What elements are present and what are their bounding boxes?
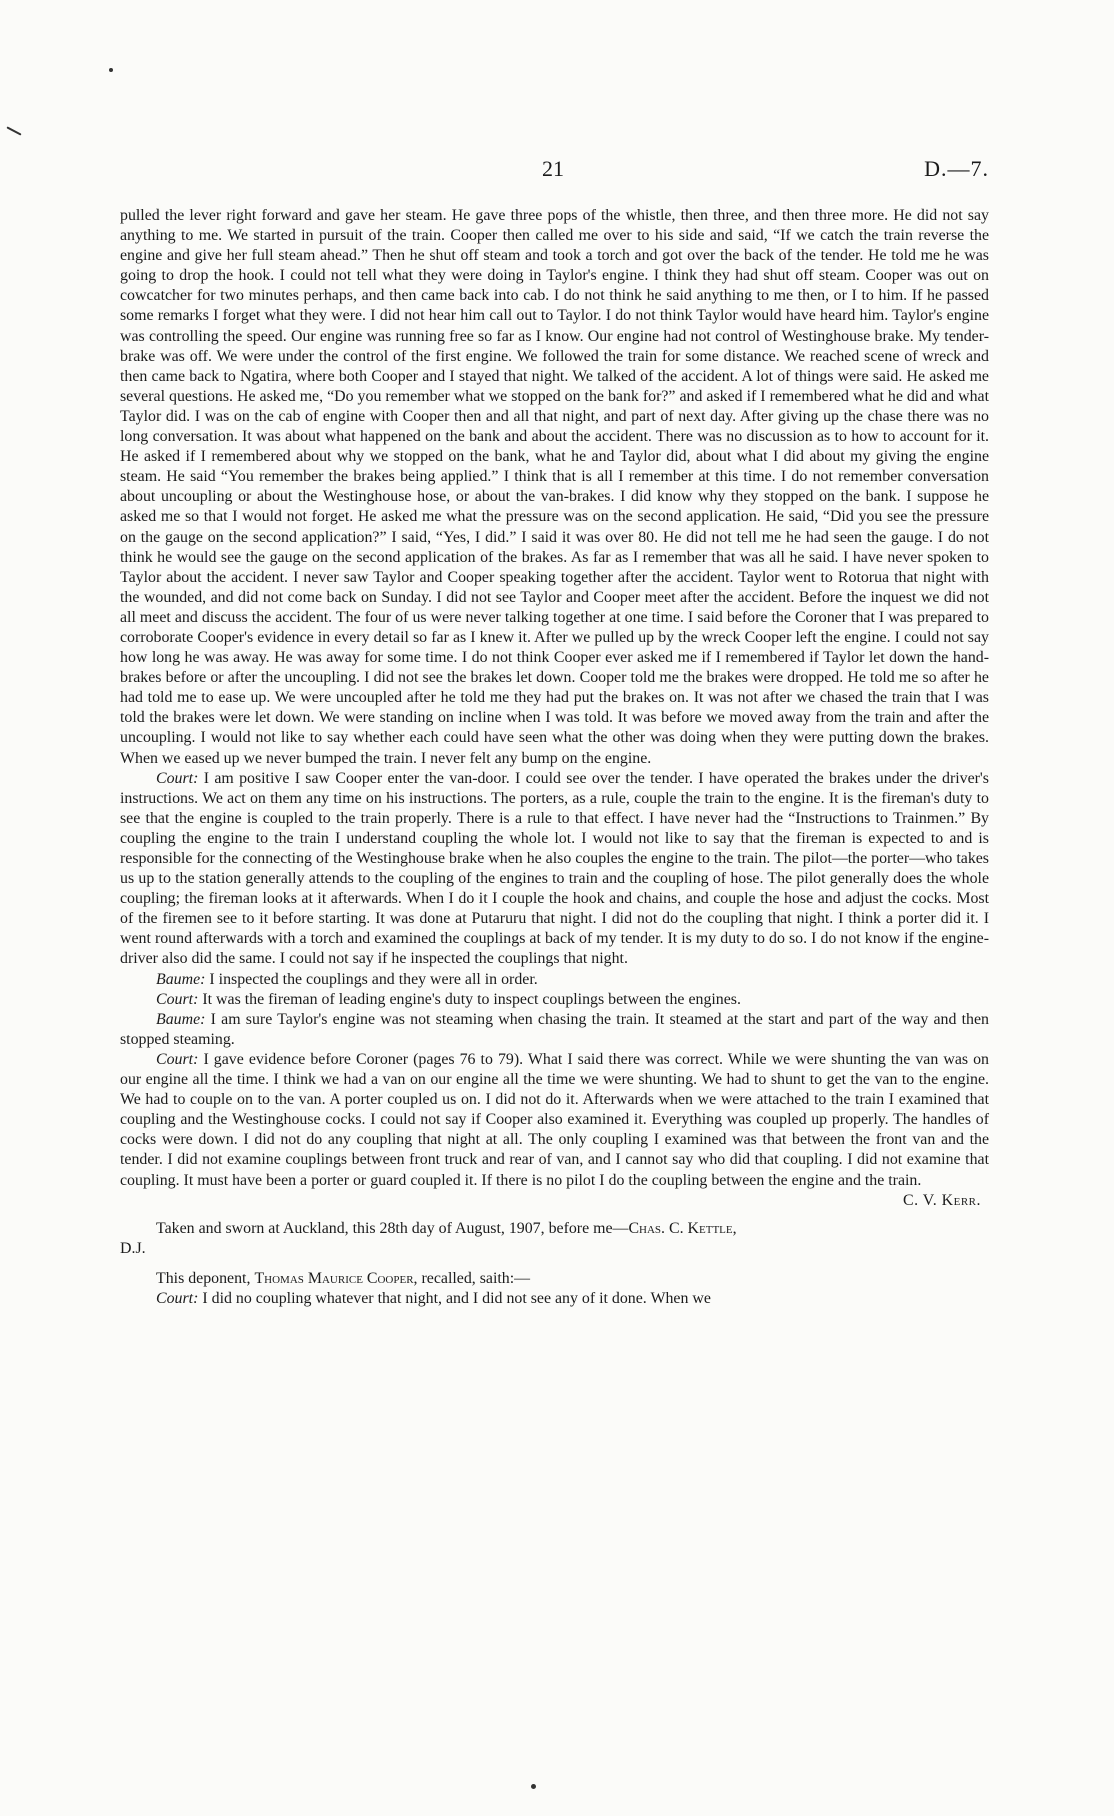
- paragraph: [120, 970, 989, 990]
- deponent-text-end: recalled, saith:—: [421, 1269, 531, 1287]
- scan-speck: [109, 68, 113, 72]
- speaker-label: Court:: [156, 1289, 199, 1307]
- justice-name: Chas. C. Kettle,: [628, 1219, 737, 1237]
- paragraph: pulled the lever right forward and gave her steam. He gave three pops of the whistle, then three, and then three more. He did not say anything to me. We started in pursuit of the train. Cooper then called me over to his side and said, “If we catch the train reverse the engine and give her full steam ahead.” Then he shut off steam and took a torch and got over the back of the tender. He told me he was going to drop the hook. I could not tell what they were doing in Taylor's engine. I think they had shut off steam. Cooper was out on cowcatcher for two minutes perhaps, and then came back into cab. I do not think he said anything to me then, or I to him. If he passed some remarks I forget what they were. I did not hear him call out to Taylor. I do not think Taylor would have heard him. Taylor's engine was controlling the speed. Our engine was running free so far as I know. Our engine had not control of Westinghouse brake. My tender-brake was off. We were under the control of the first engine. We followed the train for some distance. We reached scene of wreck and then came back to Ngatira, where both Cooper and I stayed that night. We talked of the accident. A lot of things were said. He asked me several questions. He asked me, “Do you remember what we stopped on the bank for?” and asked if I remembered what he did and what Taylor did. I was on the cab of engine with Cooper then and all that night, and part of next day. After giving up the chase there was no long conversation. It was about what happened on the bank and about the accident. There was no discussion as to how to account for it. He asked if I remembered about why we stopped on the bank, what he and Taylor did, about what I did about my giving the engine steam. He said “You remember the brakes being applied.” I think that is all I remember at this time. I do not remember conversation about uncoupling or about the Westinghouse hose, or about the van-brakes. I did know why they stopped on the bank. I suppose he asked me so that I would not forget. He asked me what the pressure was on the second application. He said, “Did you see the pressure on the gauge on the second application?” I said, “Yes, I did.” I said it was over 80. He did not tell me he had seen the gauge. I do not think he would see the gauge on the second application of the brakes. As far as I remember that was all he said. I have never spoken to Taylor about the accident. I never saw Taylor and Cooper speaking together after the accident. Taylor went to Rotorua that night with the wounded, and did not come back on Sunday. I did not see Taylor and Cooper meet after the accident. Before the inquest we did not all meet and discuss the accident. The four of us were never talking together at one time. I said before the Coroner that I was prepared to corroborate Cooper's evidence in every detail so far as I knew it. After we pulled up by the wreck Cooper left the engine. I could not say how long he was away. He was away for some time. I do not think Cooper ever asked me if I remembered if Taylor let down the hand-brakes before or after the uncoupling. I did not see the brakes let down. Cooper told me the brakes were dropped. He told me so after he had told me to ease up. We were uncoupled after he told me they had put the brakes on. It was not after we chased the train that I was told the brakes were let down. We were standing on incline when I was told. It was before we moved away from the train and after the uncoupling. I would not like to say whether each could have seen what the other was doing when they were putting down the brakes. When we eased up we never bumped the train. I never felt any bump on the engine.: [120, 207, 989, 767]
- scan-mark: [6, 126, 21, 135]
- paragraph: [120, 990, 989, 1010]
- sworn-statement: [120, 1219, 989, 1259]
- speaker-label: Court:: [156, 1050, 199, 1068]
- paragraph: [120, 1050, 989, 1191]
- page-number: 21: [542, 156, 564, 181]
- deponent-text: This deponent,: [156, 1269, 251, 1287]
- signature: C. V. Kerr.: [903, 1191, 981, 1209]
- paragraph: [120, 1289, 989, 1309]
- paragraph-text: I am positive I saw Cooper enter the van-door. I could see over the tender. I have operated the brakes under the driver's instructions. We act on them any time on his instructions. The porters, as a rule, couple the train to the engine. It is the fireman's duty to see that the engine is coupled to the train properly. There is a rule to that effect. I have never had the “Instructions to Trainmen.” By coupling the engine to the train I understand coupling the whole lot. I would not like to say that the fireman is expected to and is responsible for the connecting of the Westinghouse brake when he also couples the engine to the train. The pilot—the porter—who takes us up to the station generally attends to the coupling of the engines to train and the coupling of hose. The pilot generally does the whole coupling; the fireman looks at it afterwards. When I do it I couple the hook and chains, and couple the hose and adjust the cocks. Most of the firemen see to it before starting. It was done at Putaruru that night. I did not do the coupling that night. I think a porter did it. I went round afterwards with a torch and examined the couplings at back of my tender. It is my duty to do so. I do not know if the engine-driver also did the same. I could not say if he inspected the couplings that night.: [120, 769, 989, 968]
- document-body: [120, 206, 989, 1309]
- paragraph: [120, 1010, 989, 1050]
- document-reference: D.—7.: [924, 156, 989, 181]
- paragraph-text: It was the fireman of leading engine's duty to inspect couplings between the engines.: [202, 990, 741, 1008]
- speaker-label: Baume:: [156, 1010, 206, 1028]
- deponent-name: Thomas Maurice Cooper,: [254, 1269, 418, 1287]
- paragraph-text: I inspected the couplings and they were all in order.: [209, 970, 538, 988]
- paragraph-text: I gave evidence before Coroner (pages 76 to 79). What I said there was correct. While we were shunting the van was on our engine all the time. I think we had a van on our engine all the time we were shunting. We had to shunt to get the van to the engine. We had to couple on to the van. A porter coupled us on. I did not do it. Afterwards when we were attached to the train I examined that coupling and the Westinghouse cocks. I could not say if Cooper also examined it. Everything was coupled up properly. The handles of cocks were down. I did not do any coupling that night at all. The only coupling I examined was that between the front van and the tender. I did not examine couplings between front truck and rear of van, and I cannot say who did that coupling. I did not examine that coupling. It must have been a porter or guard coupled it. If there is no pilot I do the coupling between the engine and the train.: [120, 1050, 989, 1189]
- speaker-label: Baume:: [156, 970, 206, 988]
- page-header: [120, 156, 989, 186]
- speaker-label: Court:: [156, 769, 199, 787]
- speaker-label: Court:: [156, 990, 199, 1008]
- scan-speck: [531, 1784, 536, 1789]
- paragraph-text: I am sure Taylor's engine was not steaming when chasing the train. It steamed at the start and part of the way and then stopped steaming.: [120, 1010, 989, 1048]
- paragraph-text: I did no coupling whatever that night, and I did not see any of it done. When we: [202, 1289, 711, 1307]
- sworn-text: Taken and sworn at Auckland, this 28th day of August, 1907, before me—: [156, 1219, 629, 1237]
- justice-title: D.J.: [120, 1239, 146, 1257]
- paragraph: [120, 769, 989, 970]
- deponent-line: [120, 1269, 989, 1289]
